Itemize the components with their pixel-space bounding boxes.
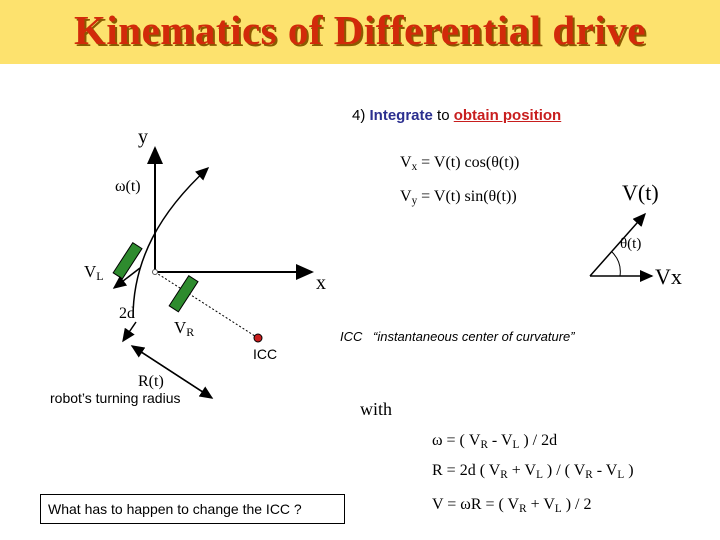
icc-key: ICC <box>340 329 363 344</box>
v-right-label: $V_R$ <box>174 318 195 339</box>
theta-arc <box>612 252 620 276</box>
vy-equation: $V_y = V(t)$ sin(θ(t)) <box>400 188 517 207</box>
step-number: 4) <box>352 107 366 124</box>
step-goal: obtain position <box>453 107 562 124</box>
omega-equation: ω = ( $V_R - V_L$ ) / 2d <box>432 432 558 451</box>
theta-label: θ(t) <box>620 236 642 252</box>
y-axis-label: y <box>138 126 148 148</box>
vx-equation: $V_x = V(t)$ cos(θ(t)) <box>400 154 520 173</box>
omega-arc <box>133 168 208 318</box>
omega-label: ω(t) <box>115 178 141 195</box>
icc-dot <box>254 334 262 342</box>
slide-title: Kinematics of Differential drive <box>73 7 647 53</box>
question-box <box>40 494 345 524</box>
velocity-label: V(t) <box>622 180 659 205</box>
radius-label: R(t) <box>138 373 164 390</box>
with-label: with <box>360 399 393 419</box>
icc-definition: “instantaneous center of curvature” <box>373 329 575 344</box>
step-connector: to <box>437 107 450 124</box>
v-left-label: $V_L$ <box>84 262 104 283</box>
two-d-arrow <box>123 322 136 341</box>
vx-label: Vx <box>655 264 682 289</box>
right-wheel <box>169 276 198 312</box>
question-text: What has to happen to change the ICC ? <box>48 501 302 517</box>
left-wheel <box>113 243 142 279</box>
velocity-equation: V = ωR = ( $V_R + V_L$ ) / 2 <box>432 496 592 515</box>
robot-center <box>153 270 158 275</box>
two-d-label: 2d <box>119 305 135 322</box>
radius-caption: robot’s turning radius <box>50 390 181 406</box>
icc-point-label: ICC <box>253 346 278 362</box>
x-axis-label: x <box>316 272 326 294</box>
step-verb: Integrate <box>369 107 433 124</box>
radius-equation: R = 2d ( $V_R + V_L$ ) / ( $V_R - V_L$ ) <box>432 462 634 481</box>
